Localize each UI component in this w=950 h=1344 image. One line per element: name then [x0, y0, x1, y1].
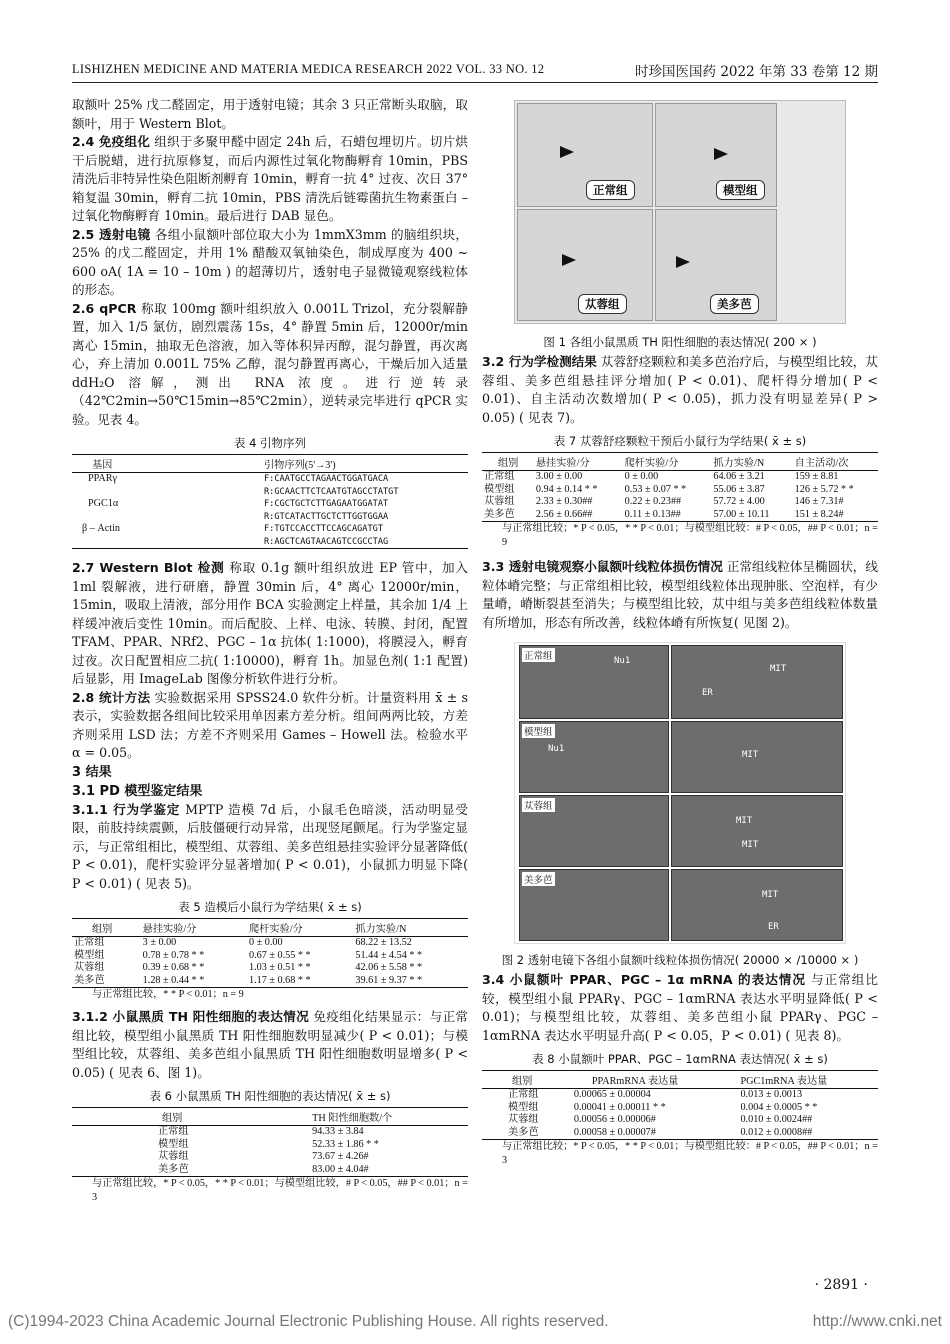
table-cell: 正常组 [158, 1126, 189, 1137]
table-cell: R:GCAACTTCTCAATGTAGCCTATGT [264, 486, 399, 497]
table-cell: 美多芭 [158, 1163, 189, 1175]
copyright-text: (C)1994-2023 China Academic Journal Electronic Publishing House. All rights reserved. [8, 1313, 609, 1330]
table-row [72, 1164, 468, 1177]
arrow-icon [676, 256, 690, 268]
header-journal-en: LISHIZHEN MEDICINE AND MATERIA MEDICA RESEARCH 2022 VOL. 33 NO. 12 [72, 62, 545, 76]
left-column [72, 96, 468, 1205]
table-cell: 苁蓉组 [74, 962, 105, 973]
table-cell [72, 486, 204, 499]
table-cell: PGC1α [88, 498, 119, 509]
table-row [72, 536, 468, 549]
table-cell: 52.33 ± 1.86 * * [312, 1138, 379, 1150]
table-row [72, 498, 468, 511]
table-cell: PPARγ [88, 473, 118, 484]
section-2-7 [72, 559, 468, 689]
table-cell: 159 ± 8.81 [794, 471, 839, 482]
table-header: PGC1mRNA 表达量 [738, 1071, 878, 1089]
fig2-panel-model-zoom [671, 721, 843, 793]
table-cell: 0.00065 ± 0.00004 [573, 1089, 651, 1100]
section-heading: 2.7 Western Blot 检测 [72, 560, 225, 575]
fig1-label-cistanche: 苁蓉组 [578, 294, 627, 314]
section-heading: 2.8 统计方法 [72, 689, 151, 705]
fig2-panel-madopar [519, 869, 669, 941]
table-row [72, 1139, 468, 1152]
table-cell: 0 ± 0.00 [624, 471, 659, 482]
table-7 [482, 452, 878, 522]
mitochondria-mark: MIT [742, 840, 759, 850]
table-cell: R:GTCATACTTGCTCTTGGTGGAA [264, 511, 389, 522]
table-cell: 0 ± 0.00 [249, 937, 283, 948]
table-5 [72, 918, 468, 988]
fig1-panel-model [655, 103, 777, 207]
table-header: 悬挂实验/分 [534, 453, 623, 471]
table-row [482, 509, 878, 522]
running-header [72, 58, 878, 83]
fig2-panel-madopar-zoom [671, 869, 843, 941]
right-column [482, 100, 878, 1168]
table-cell: 0.11 ± 0.13## [624, 508, 681, 520]
section-heading: 2.6 qPCR [72, 300, 137, 316]
table-row [72, 473, 468, 486]
table-cell: 0.39 ± 0.68 * * [142, 962, 205, 973]
table-cell: 51.44 ± 4.54 * * [355, 949, 423, 961]
section-text: 正常组线粒体呈椭圆状，线粒体嵴完整；与正常组相比较，模型组线粒体出现肿胀、空泡样，有少量嵴，嵴断裂甚至消失；与模型组比较，苁中组与美多芭组线粒体数量有所增加，形态有所改善，线粒体嵴有所恢复( 见图 2)。 [482, 559, 878, 630]
cnki-link[interactable]: http://www.cnki.net [812, 1313, 942, 1330]
table-4 [72, 454, 468, 549]
mitochondria-mark: MIT [762, 890, 779, 900]
table-cell: 0.78 ± 0.78 * * [142, 949, 205, 961]
mitochondria-mark: MIT [742, 750, 759, 760]
table-row [482, 471, 878, 484]
table-header: 组别 [482, 1071, 572, 1089]
section-text: 与正常组比较，模型组小鼠 PPARγ、PGC – 1αmRNA 表达水平明显降低( P < 0.01)；与模型组比较，苁蓉组、美多芭组小鼠 PPARγ、PGC – 1αmRNA 表达水平明显升高( P < 0.05，P < 0.01) ( 见表 8)。 [482, 972, 878, 1043]
table-cell: 2.56 ± 0.66## [535, 508, 593, 520]
section-text: 各组小鼠额叶部位取大小为 1mmX3mm 的脑组织块，25% 的戊二醛固定，并用 1% 醋酸双氧铀染色，制成厚度为 400 ~ 600 oA( 1A = 10 – 10m ) 的超薄切片，透射电子显微镜观察线粒体的形态。 [72, 226, 468, 297]
table-cell: 0.012 ± 0.0008## [740, 1126, 813, 1138]
figure-2 [514, 642, 846, 944]
er-mark: ER [768, 922, 779, 932]
table-row [482, 496, 878, 509]
table-6-note: 与正常组比较，* P < 0.05，* * P < 0.01；与模型组比较，# P < 0.05，## P < 0.01；n = 3 [92, 1178, 468, 1203]
table-cell: 0.22 ± 0.23## [624, 496, 682, 507]
section-heading: 3.2 行为学检测结果 [482, 354, 597, 369]
table-cell: 146 ± 7.31# [794, 496, 844, 507]
arrow-icon [714, 148, 728, 160]
table-header: 组别 [72, 919, 141, 937]
table-cell: 模型组 [74, 949, 105, 961]
table-cell: R:AGCTCAGTAACAGTCCGCCTAG [264, 536, 389, 547]
table-header: PPARmRNA 表达量 [572, 1071, 739, 1089]
nucleus-mark: Nu1 [548, 744, 565, 754]
table-row [72, 486, 468, 499]
fig1-label-normal: 正常组 [586, 180, 635, 200]
section-text: 苁蓉舒痉颗粒和美多芭治疗后，与模型组比较，苁蓉组、美多芭组悬挂评分增加( P < 0.01)、爬杆得分增加( P < 0.01)、自主活动次数增加( P < 0.05)，抓力没有明显差异( P > 0.05) ( 见表 7)。 [482, 354, 878, 425]
table-cell: 正常组 [484, 471, 515, 482]
table-cell: 美多芭 [74, 974, 105, 986]
table-cell: 0.67 ± 0.55 * * [249, 949, 311, 961]
fig1-label-model: 模型组 [716, 180, 765, 200]
section-3-2 [482, 353, 878, 427]
table-cell: 0.53 ± 0.07 * * [624, 483, 687, 495]
mitochondria-mark: MIT [770, 664, 787, 674]
table-8-caption: 表 8 小鼠额叶 PPAR、PGC – 1αmRNA 表达情况( x̄ ± s) [532, 1052, 828, 1066]
table-cell: 68.22 ± 13.52 [355, 937, 412, 948]
table-cell: 1.17 ± 0.68 * * [249, 974, 311, 986]
header-journal-cn: 时珍国医国药 2022 年第 33 卷第 12 期 [635, 64, 878, 80]
table-row [72, 962, 468, 975]
table-cell [72, 536, 204, 549]
table-cell: F:CAATGCCTAGAACTGGATGACA [264, 474, 389, 484]
section-heading: 2.5 透射电镜 [72, 226, 151, 242]
table-header: 组别 [72, 1108, 252, 1126]
nucleus-mark: Nu1 [614, 656, 631, 666]
section-2-8 [72, 689, 468, 763]
fig2-panel-cistanche [519, 795, 669, 867]
table-cell: 0.00058 ± 0.00007# [573, 1126, 656, 1138]
table-cell: 55.06 ± 3.87 [713, 483, 765, 495]
table-cell: 94.33 ± 3.84 [312, 1126, 364, 1137]
table-6-caption: 表 6 小鼠黑质 TH 阳性细胞的表达情况( x̄ ± s) [149, 1089, 391, 1103]
table-cell: 42.06 ± 5.58 * * [355, 962, 423, 973]
section-text: 称取 0.1g 额叶组织放进 EP 管中，加入 1ml 裂解液，进行研磨，静置 30min 后，4° 离心 12000r/min，15min，吸取上清液，部分用作 BCA 实验测定上样量，其余加 1/4 上样缓冲液后变性 10min。而后配胶、上样、电泳、转膜、封闭，配置 TFAM、PPAR、NRf2、PGC – 1α 抗体( 1:1000)，将膜浸入，孵育过夜。次日配置相应二抗( 1:10000)，孵育 1h。加显色剂( 1:1 配置) 后显影，用 ImageLab 图像分析软件进行分析。 [72, 560, 468, 686]
fig2-label-normal: 正常组 [522, 648, 555, 662]
table-header: 基因 [72, 455, 204, 473]
fig2-panel-model [519, 721, 669, 793]
table-8-note: 与正常组比较；* P < 0.05，* * P < 0.01；与模型组比较：# P < 0.05，## P < 0.01；n = 3 [502, 1141, 878, 1166]
table-cell: 美多芭 [508, 1126, 539, 1138]
table-7-caption: 表 7 苁蓉舒痉颗粒干预后小鼠行为学结果( x̄ ± s) [553, 434, 807, 448]
table-cell: 0.013 ± 0.0013 [740, 1089, 803, 1100]
section-heading: 3.4 小鼠额叶 PPAR、PGC – 1α mRNA 的表达情况 [482, 972, 806, 987]
section-text: MPTP 造模 7d 后，小鼠毛色暗淡，活动明显受限，前肢持续震颤，后肢僵硬行动异常，出现竖尾颤尾。行为学鉴定显示，与正常组相比，模型组、苁蓉组、美多芭组悬挂实验评分显著降低( P < 0.01)，爬杆实验评分显著增加( P < 0.01)，小鼠抓力明显下降( P < 0.01) ( 见表 5)。 [72, 801, 468, 891]
fig2-panel-cistanche-zoom [671, 795, 843, 867]
cnki-watermark [8, 1313, 942, 1331]
table-row [72, 511, 468, 524]
table-row [72, 1126, 468, 1139]
table-header: 引物序列(5'→3') [204, 455, 468, 473]
table-cell: F:TGTCCACCTTCCAGCAGATGT [264, 524, 383, 534]
mitochondria-mark: MIT [736, 816, 753, 826]
table-row [482, 1127, 878, 1140]
table-row [72, 523, 468, 536]
fig1-panel-cistanche [517, 209, 653, 321]
section-heading: 3.1.2 小鼠黑质 TH 阳性细胞的表达情况 [72, 1009, 310, 1024]
er-mark: ER [702, 688, 713, 698]
table-row [482, 1114, 878, 1127]
table-8 [482, 1070, 878, 1140]
figure-2-caption: 图 2 透射电镜下各组小鼠额叶线粒体损伤情况( 20000 × /10000 × ) [501, 953, 859, 967]
table-header: 爬杆实验/分 [247, 919, 353, 937]
table-header: TH 阳性细胞数/个 [252, 1108, 468, 1126]
section-text: 实验数据采用 SPSS24.0 软件分析。计量资料用 x̄ ± s 表示，实验数据各组间比较采用单因素方差分析。组间两两比较，方差齐则采用 LSD 法；方差不齐则采用 Games – Howell 法。检验水平 α = 0.05。 [72, 689, 468, 760]
arrow-icon [562, 254, 576, 266]
table-5-caption: 表 5 造模后小鼠行为学结果( x̄ ± s) [178, 900, 362, 914]
table-cell: 0.94 ± 0.14 * * [535, 483, 598, 495]
table-header: 组别 [482, 453, 534, 471]
table-7-note: 与正常组比较；* P < 0.05，* * P < 0.01；与模型组比较：# P < 0.05，## P < 0.01；n = 9 [502, 523, 878, 548]
table-cell: 模型组 [508, 1101, 539, 1113]
fig2-label-madopar: 美多芭 [522, 872, 555, 886]
section-heading: 2.4 免疫组化 [72, 134, 151, 149]
section-2-6 [72, 300, 468, 430]
table-6 [72, 1107, 468, 1177]
section-3-1-heading: 3.1 PD 模型鉴定结果 [72, 783, 203, 799]
fig2-panel-normal [519, 645, 669, 719]
table-cell: 模型组 [158, 1138, 189, 1150]
table-row [72, 937, 468, 950]
fig1-panel-normal [517, 103, 653, 207]
table-cell: 1.03 ± 0.51 * * [249, 962, 311, 973]
paragraph: 取额叶 25% 戊二醛固定，用于透射电镜；其余 3 只正常断头取脑，取额叶，用于 Western Blot。 [72, 97, 468, 131]
section-text: 称取 100mg 额叶组织放入 0.001L Trizol，充分裂解静置，加入 1/5 氯仿，剧烈震荡 15s，4° 静置 5min 后，12000r/min 离心 15min，抽取无色溶液，加入等体积异丙醇，混匀静置，再次离心，弃上清加 0.001L 75% 乙醇，混匀静置再离心，干燥后加入适量 ddH₂O 溶解，测出 RNA 浓度。进行逆转录（42℃2min→50℃15min→85℃2min），逆转录完毕进行 qPCR 实验。见表 4。 [72, 300, 468, 427]
table-header: 抓力实验/N [353, 919, 468, 937]
table-cell: 0.00041 ± 0.00011 * * [573, 1101, 666, 1113]
table-cell: 64.06 ± 3.21 [713, 471, 765, 482]
section-2-5 [72, 226, 468, 300]
fig2-label-cistanche: 苁蓉组 [522, 798, 555, 812]
table-cell: 39.61 ± 9.37 * * [355, 974, 423, 986]
table-cell: 3.00 ± 0.00 [535, 471, 583, 482]
table-cell: 苁蓉组 [158, 1151, 189, 1162]
table-4-caption: 表 4 引物序列 [233, 436, 307, 450]
table-row [482, 484, 878, 497]
table-cell: 0.00056 ± 0.00006# [573, 1114, 656, 1125]
section-3-1-2 [72, 1008, 468, 1082]
section-text: 组织于多聚甲醛中固定 24h 后，石蜡包埋切片。切片烘干后脱蜡，进行抗原修复，而后内源性过氧化物酶孵育 10min，PBS 清洗后非特异性染色阻断剂孵育 10min，孵育一抗 4° 过夜、次日 37°箱复温 30min，孵育二抗 10min，PBS 清洗后链霉菌抗生物素蛋白 – 过氧化物酶孵育 10min。最后进行 DAB 显色。 [72, 134, 468, 223]
table-cell: 2.33 ± 0.30## [535, 496, 593, 507]
table-cell: 73.67 ± 4.26# [312, 1151, 369, 1162]
table-cell: 苁蓉组 [508, 1114, 539, 1125]
table-cell: 苁蓉组 [484, 496, 515, 507]
table-cell: 正常组 [508, 1089, 539, 1100]
table-cell [72, 511, 204, 524]
figure-1 [514, 100, 846, 324]
table-row [482, 1102, 878, 1115]
table-cell: 1.28 ± 0.44 * * [142, 974, 205, 986]
table-row [482, 1089, 878, 1102]
table-cell: 126 ± 5.72 * * [794, 483, 854, 495]
section-3-1-1 [72, 801, 468, 894]
table-row [72, 975, 468, 988]
figure-1-caption: 图 1 各组小鼠黑质 TH 阳性细胞的表达情况( 200 × ) [543, 335, 817, 349]
table-cell: 0.004 ± 0.0005 * * [740, 1101, 818, 1113]
table-cell: 57.72 ± 4.00 [713, 496, 765, 507]
arrow-icon [560, 146, 574, 158]
section-3-3 [482, 558, 878, 632]
table-cell: F:CGCTGCTCTTGAGAATGGATAT [264, 499, 389, 509]
table-5-note: 与正常组比较，* * P < 0.01；n = 9 [92, 989, 244, 1000]
table-header: 抓力实验/N [711, 453, 792, 471]
table-header: 自主活动/次 [793, 453, 878, 471]
table-cell: β – Actin [82, 523, 121, 534]
section-heading: 3.1.1 行为学鉴定 [72, 801, 181, 817]
table-header: 爬杆实验/分 [623, 453, 712, 471]
section-text: 免疫组化结果显示：与正常组比较，模型组小鼠黑质 TH 阳性细胞数明显减少( P < 0.01)；与模型组比较，苁蓉组、美多芭组小鼠黑质 TH 阳性细胞数明显增多( P < 0.05) ( 见表 6、图 1)。 [72, 1009, 469, 1080]
table-cell: 83.00 ± 4.04# [312, 1163, 369, 1175]
table-cell: 151 ± 8.24# [794, 508, 844, 520]
fig1-label-madopar: 美多芭 [710, 294, 759, 314]
table-cell: 3 ± 0.00 [142, 937, 177, 948]
table-cell: 57.00 ± 10.11 [713, 508, 770, 520]
table-row [72, 950, 468, 963]
fig2-panel-normal-zoom [671, 645, 843, 719]
section-heading: 3.3 透射电镜观察小鼠额叶线粒体损伤情况 [482, 559, 723, 574]
table-header: 悬挂实验/分 [141, 919, 247, 937]
table-cell: 0.010 ± 0.0024## [740, 1114, 813, 1125]
fig1-panel-madopar [655, 209, 777, 321]
page-number: · 2891 · [814, 1277, 868, 1293]
table-row [72, 1151, 468, 1164]
table-cell: 美多芭 [484, 508, 515, 520]
fig2-label-model: 模型组 [522, 724, 555, 738]
section-3-heading: 3 结果 [72, 764, 112, 780]
section-2-4 [72, 133, 468, 226]
table-cell: 正常组 [74, 937, 105, 948]
table-cell: 模型组 [484, 483, 515, 495]
section-3-4 [482, 971, 878, 1045]
